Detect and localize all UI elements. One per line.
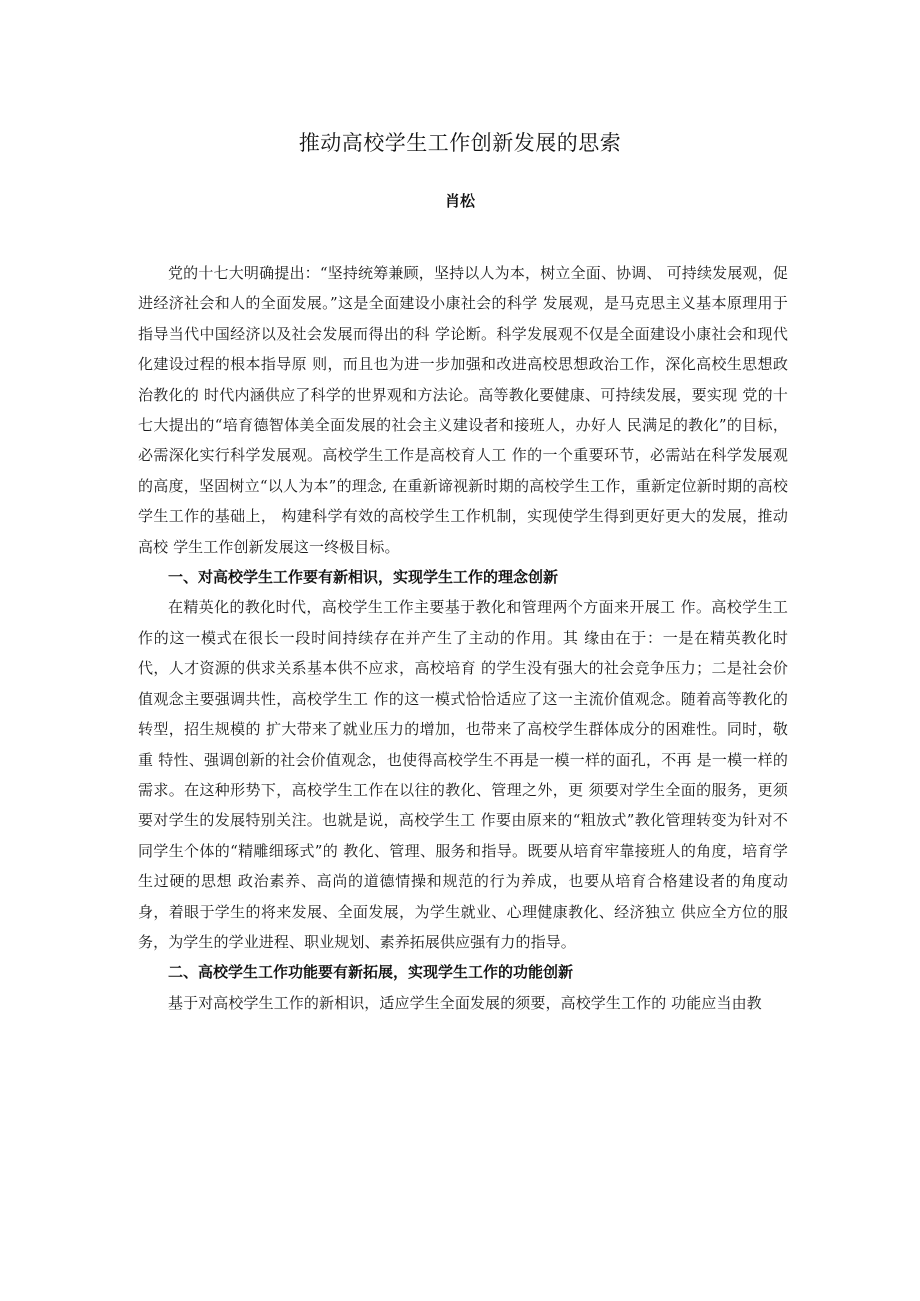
paragraph-intro: 党的十七大明确提出：“坚持统筹兼顾，坚持以人为本，树立全面、协调、 可持续发展观，促进经济社会和人的全面发展。”这是全面建设小康社会的科学 发展观，是马克思主义基本原理用于指导当代中国经济以及社会发展而得出的科 学论断。科学发展观不仅是全面建设小康社会和现代化建设过程的根本指导原 则，而且也为进一步加强和改进高校思想政治工作，深化高校生思想政治教化的 时代内涵供应了科学的世界观和方法论。高等教化要健康、可持续发展，要实现 党的十七大提出的“培育德智体美全面发展的社会主义建设者和接班人，办好人 民满足的教化”的目标，必需深化实行科学发展观。高校学生工作是高校育人工 作的一个重要环节，必需站在科学发展观的高度，坚固树立“以人为本”的理念, 在重新谛视新时期的高校学生工作，重新定位新时期的高校学生工作的基础上， 构建科学有效的高校学生工作机制，实现使学生得到更好更大的发展，推动高校 学生工作创新发展这一终极目标。	[138, 264, 788, 556]
section-heading-1: 一、对高校学生工作要有新相识，实现学生工作的理念创新	[168, 568, 559, 587]
paragraph-section-2: 基于对高校学生工作的新相识，适应学生全面发展的须要，高校学生工作的 功能应当由教	[168, 993, 762, 1012]
section-heading-2: 二、高校学生工作功能要有新拓展，实现学生工作的功能创新	[168, 963, 574, 982]
document-body	[138, 258, 788, 1018]
paragraph-section-1: 在精英化的教化时代，高校学生工作主要基于教化和管理两个方面来开展工 作。高校学生工作的这一模式在很长一段时间持续存在并产生了主动的作用。其 缘由在于：一是在精英教化时代，人才资源的供求关系基本供不应求，高校培育 的学生没有强大的社会竞争压力；二是社会价值观念主要强调共性，高校学生工 作的这一模式恰恰适应了这一主流价值观念。随着高等教化的转型，招生规模的 扩大带来了就业压力的增加，也带来了高校学生群体成分的困难性。同时，敬重 特性、强调创新的社会价值观念，也使得高校学生不再是一模一样的面孔，不再 是一模一样的需求。在这种形势下，高校学生工作在以往的教化、管理之外，更 须要对学生全面的服务，更须要对学生的发展特别关注。也就是说，高校学生工 作要由原来的“粗放式”教化管理转变为针对不同学生个体的“精雕细琢式”的 教化、管理、服务和指导。既要从培育牢靠接班人的角度，培育学生过硬的思想 政治素养、高尚的道德情操和规范的行为养成，也要从培育合格建设者的角度动 身，着眼于学生的将来发展、全面发展，为学生就业、心理健康教化、经济独立 供应全方位的服务，为学生的学业进程、职业规划、素养拓展供应强有力的指导。	[138, 598, 788, 951]
author-name: 肖松	[444, 192, 475, 210]
document-title: 推动高校学生工作创新发展的思索	[298, 131, 622, 155]
